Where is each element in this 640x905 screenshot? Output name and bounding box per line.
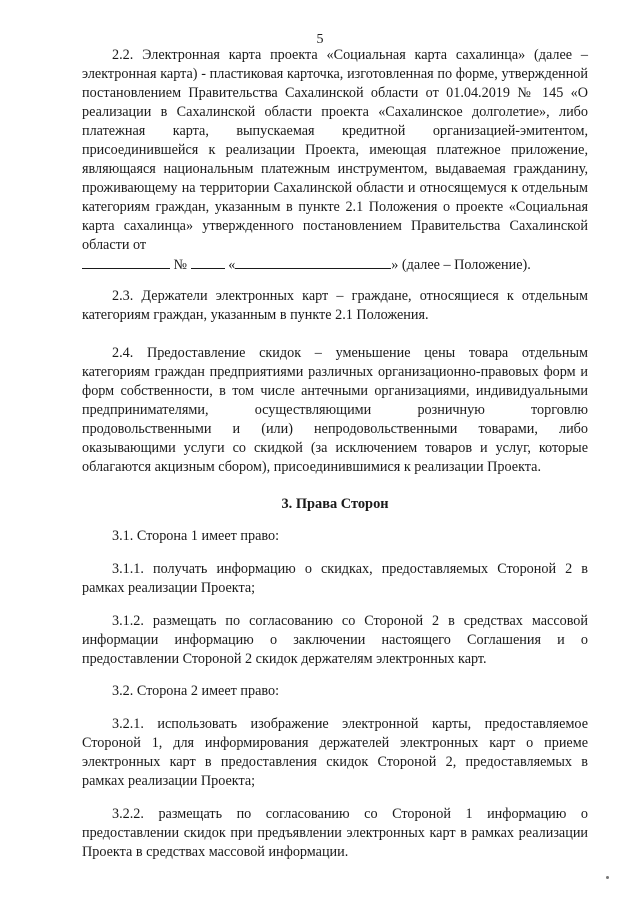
paragraph-2-2 (82, 46, 588, 275)
paragraph-3-1-2: 3.1.2. размещать по согласованию со Стороной 2 в средствах массовой информации информацию о заключении настоящего Соглашения и о предоставлении Стороной 2 скидок держателям электронных карт. (82, 613, 588, 667)
scan-speck (606, 876, 609, 879)
number-blank (191, 255, 225, 269)
paragraph-2-3: 2.3. Держатели электронных карт – граждане, относящиеся к отдельным категориям граждан, указанным в пункте 2.1 Положения. (82, 288, 588, 323)
date-blank (82, 255, 170, 269)
number-sign: № (173, 257, 188, 273)
document-body (82, 46, 588, 862)
title-blank (235, 255, 391, 269)
paragraph-3-2-1: 3.2.1. использовать изображение электронной карты, предоставляемое Стороной 1, для информирования держателей электронных карт о приеме электронных карт в предоставления скидок Стороной 2, предоставляемых в рамках реализации Проекта; (82, 716, 588, 789)
paragraph-3-1: 3.1. Сторона 1 имеет право: (112, 528, 280, 544)
paragraph-2-2-tail: » (далее – Положение). (391, 257, 531, 273)
quote-open: « (228, 257, 236, 273)
section-heading: 3. Права Сторон (281, 496, 389, 512)
paragraph-2-4: 2.4. Предоставление скидок – уменьшение цены товара отдельным категориям граждан предприятиями различных организационно-правовых форм и форм собственности, в том числе антечными организациями, индивидуальными предпринимателями, осуществляющими розничную торговлю продовольственными и (или) непродовольственными товарами, либо оказывающими услуги со скидкой (за исключением товаров и услуг, которые облагаются акцизным сбором), присоединившимися к реализации Проекта. (82, 345, 588, 475)
paragraph-3-2-2: 3.2.2. размещать по согласованию со Стороной 1 информацию о предоставлении скидок при предъявлении электронных карт в рамках реализации Проекта в средствах массовой информации. (82, 806, 588, 860)
paragraph-2-2-text: 2.2. Электронная карта проекта «Социальная карта сахалинца» (далее – электронная карта) - пластиковая карточка, изготовленная по форме, утвержденной постановлением Правительства Сахалинской области от 01.04.2019 № 145 «О реализации в Сахалинской области проекта «Сахалинское долголетие», либо платежная карта, выпускаемая кредитной организацией-эмитентом, присоединившейся к реализации Проекта, имеющая платежное приложение, являющаяся национальным платежным инструментом, выдаваемая гражданину, проживающему на территории Сахалинской области и относящемуся к отдельным категориям граждан, указанным в пункте 2.1 Положения о проекте «Социальная карта сахалинца» утвержденного постановлением Правительства Сахалинской области от (82, 47, 588, 253)
page-number: 5 (316, 32, 324, 47)
paragraph-3-1-1: 3.1.1. получать информацию о скидках, предоставляемых Стороной 2 в рамках реализации Проекта; (82, 561, 588, 596)
paragraph-3-2: 3.2. Сторона 2 имеет право: (112, 683, 280, 699)
